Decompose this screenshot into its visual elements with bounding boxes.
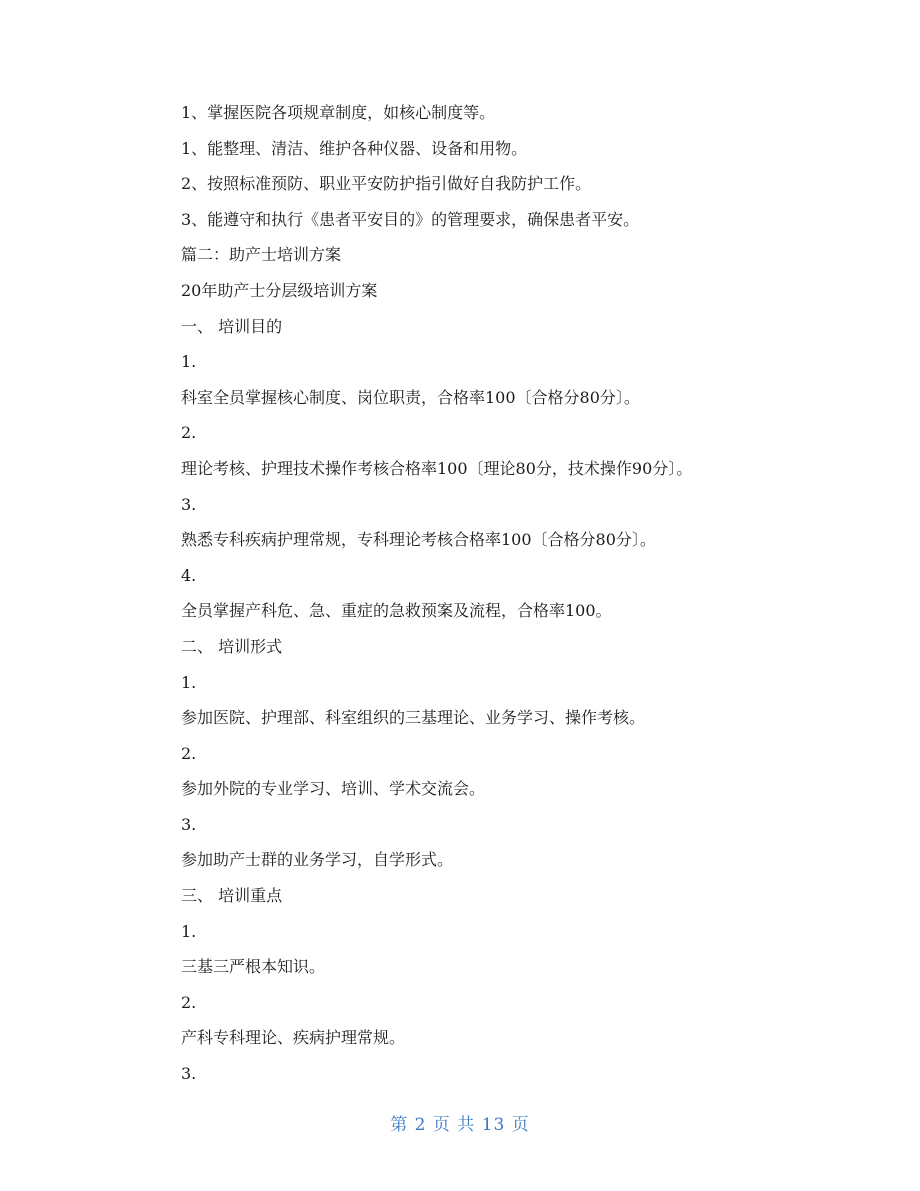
section-title: 篇二：助产士培训方案 (181, 245, 342, 265)
text-line: 参加助产士群的业务学习，自学形式。 (181, 850, 454, 870)
list-number: 3. (181, 1064, 197, 1084)
text-line: 熟悉专科疾病护理常规，专科理论考核合格率100〔合格分80分〕。 (181, 530, 656, 550)
document-title: 20年助产士分层级培训方案 (181, 280, 378, 300)
text-line: 3、能遵守和执行《患者平安目的》的管理要求，确保患者平安。 (181, 209, 640, 229)
text-line: 1、能整理、清洁、维护各种仪器、设备和用物。 (181, 138, 528, 158)
document-body (181, 103, 801, 1100)
text-line: 2、按照标准预防、职业平安防护指引做好自我防护工作。 (181, 174, 592, 194)
text-line: 三基三严根本知识。 (181, 957, 326, 977)
list-number: 3. (181, 814, 197, 834)
list-number: 4. (181, 565, 197, 585)
list-number: 3. (181, 494, 197, 514)
text-line: 1、掌握医院各项规章制度，如核心制度等。 (181, 103, 496, 122)
list-number: 1. (181, 672, 197, 692)
text-line: 科室全员掌握核心制度、岗位职责，合格率100〔合格分80分〕。 (181, 387, 640, 407)
list-number: 1. (181, 352, 197, 372)
list-number: 2. (181, 743, 197, 763)
text-line: 产科专科理论、疾病护理常规。 (181, 1028, 406, 1048)
text-line: 全员掌握产科危、急、重症的急救预案及流程，合格率100。 (181, 601, 612, 621)
list-number: 2. (181, 423, 197, 443)
section-heading: 一、 培训目的 (181, 316, 283, 336)
text-line: 参加医院、护理部、科室组织的三基理论、业务学习、操作考核。 (181, 708, 646, 728)
section-heading: 二、 培训形式 (181, 636, 283, 656)
list-number: 1. (181, 921, 197, 941)
list-number: 2. (181, 992, 197, 1012)
section-heading: 三、 培训重点 (181, 886, 283, 906)
page-number-footer: 第 2 页 共 13 页 (390, 1115, 530, 1135)
text-line: 理论考核、护理技术操作考核合格率100〔理论80分，技术操作90分〕。 (181, 458, 693, 478)
text-line: 参加外院的专业学习、培训、学术交流会。 (181, 779, 486, 799)
